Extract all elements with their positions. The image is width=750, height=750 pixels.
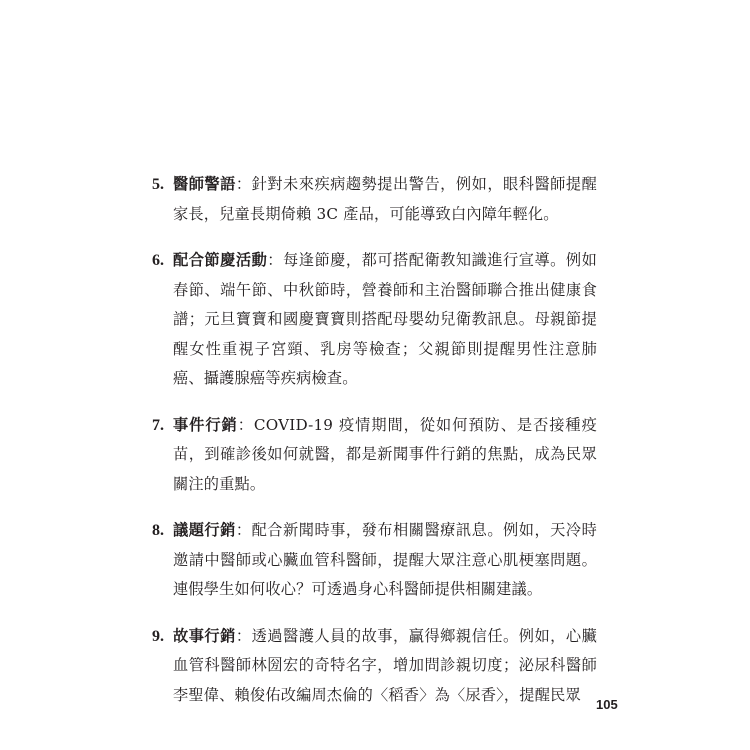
list-item-term: 議題行銷 (173, 521, 236, 539)
list-item-text: ：透過醫護人員的故事，贏得鄉親信任。例如，心臟血管科醫師林圀宏的奇特名字，增加問診親切度；泌尿科醫師李聖偉、賴俊佑改編周杰倫的〈稻香〉為〈尿香〉，提醒民眾 (173, 626, 597, 704)
list-item-number: 9. (152, 627, 164, 645)
list-item-number: 8. (152, 522, 164, 539)
list-item-body (173, 411, 597, 500)
list-item-text: ：針對未來疾病趨勢提出警告，例如，眼科醫師提醒家長，兒童長期倚賴 3C 產品，可能導致白內障年輕化。 (173, 175, 597, 223)
list-item-term: 醫師警語 (173, 175, 236, 193)
page-number: 105 (596, 697, 618, 712)
numbered-list (152, 170, 597, 727)
list-item-body (173, 516, 597, 605)
list-item-term: 故事行銷 (173, 626, 236, 645)
list-item-text: ：每逢節慶，都可搭配衛教知識進行宣導。例如春節、端午節、中秋節時，營養師和主治醫師聯合推出健康食譜；元旦寶寶和國慶寶寶則搭配母嬰幼兒衛教訊息。母親節提醒女性重視子宮頸、乳房等檢查；父親節則提醒男性注意肺癌、攝護腺癌等疾病檢查。 (173, 251, 597, 387)
list-item (152, 516, 597, 605)
list-item (152, 170, 597, 229)
list-item-term: 配合節慶活動 (173, 251, 268, 269)
list-item-body (173, 170, 597, 229)
list-item (152, 246, 597, 394)
list-item-number: 7. (152, 416, 164, 434)
list-item-number: 5. (152, 176, 164, 193)
list-item (152, 622, 597, 711)
list-item (152, 411, 597, 500)
list-item-body (173, 246, 597, 394)
list-item-body (173, 622, 597, 711)
list-item-text: ：COVID-19 疫情期間，從如何預防、是否接種疫苗，到確診後如何就醫，都是新聞事件行銷的焦點，成為民眾關注的重點。 (173, 415, 597, 493)
list-item-number: 6. (152, 252, 164, 269)
list-item-term: 事件行銷 (173, 415, 238, 434)
list-item-text: ：配合新聞時事，發布相關醫療訊息。例如，天冷時邀請中醫師或心臟血管科醫師，提醒大眾注意心肌梗塞問題。連假學生如何收心？可透過身心科醫師提供相關建議。 (173, 521, 597, 598)
